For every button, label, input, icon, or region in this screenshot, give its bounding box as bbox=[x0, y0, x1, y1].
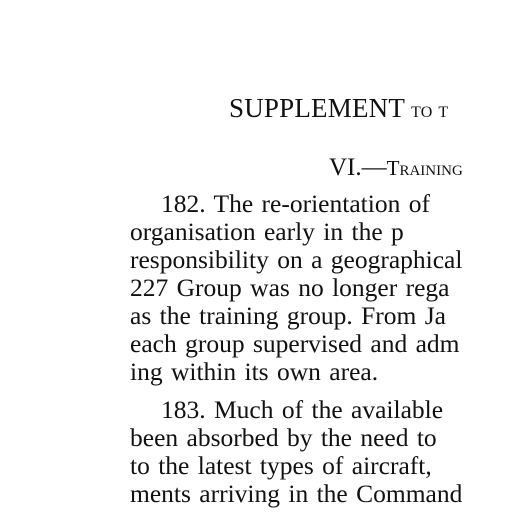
running-head bbox=[229, 92, 448, 126]
paragraph-182-line-6: each group supervised and adm bbox=[130, 329, 460, 358]
paragraph-182-line-5: as the training group. From Ja bbox=[130, 301, 446, 330]
paragraph-182-line-2: organisation early in the p bbox=[130, 217, 404, 246]
paragraph-182-line-7: ing within its own area. bbox=[130, 357, 379, 386]
running-head-small-caps: to t bbox=[411, 97, 449, 122]
paragraph-182-line-3: responsibility on a geographical bbox=[130, 245, 463, 274]
section-heading bbox=[329, 153, 463, 183]
section-title: Training bbox=[386, 156, 463, 180]
paragraph-183-line-3: to the latest types of aircraft, bbox=[130, 451, 432, 480]
running-head-main: SUPPLEMENT bbox=[229, 93, 406, 123]
paragraph-182-line-4: 227 Group was no longer rega bbox=[130, 273, 450, 302]
section-numeral: VI.— bbox=[329, 154, 387, 181]
paragraph-182-line-1: 182. The re-orientation of bbox=[161, 189, 430, 218]
paragraph-183-line-2: been absorbed by the need to bbox=[130, 423, 437, 452]
paragraph-183-line-4: ments arriving in the Command bbox=[130, 479, 463, 508]
paragraph-183-line-1: 183. Much of the available bbox=[161, 395, 444, 424]
